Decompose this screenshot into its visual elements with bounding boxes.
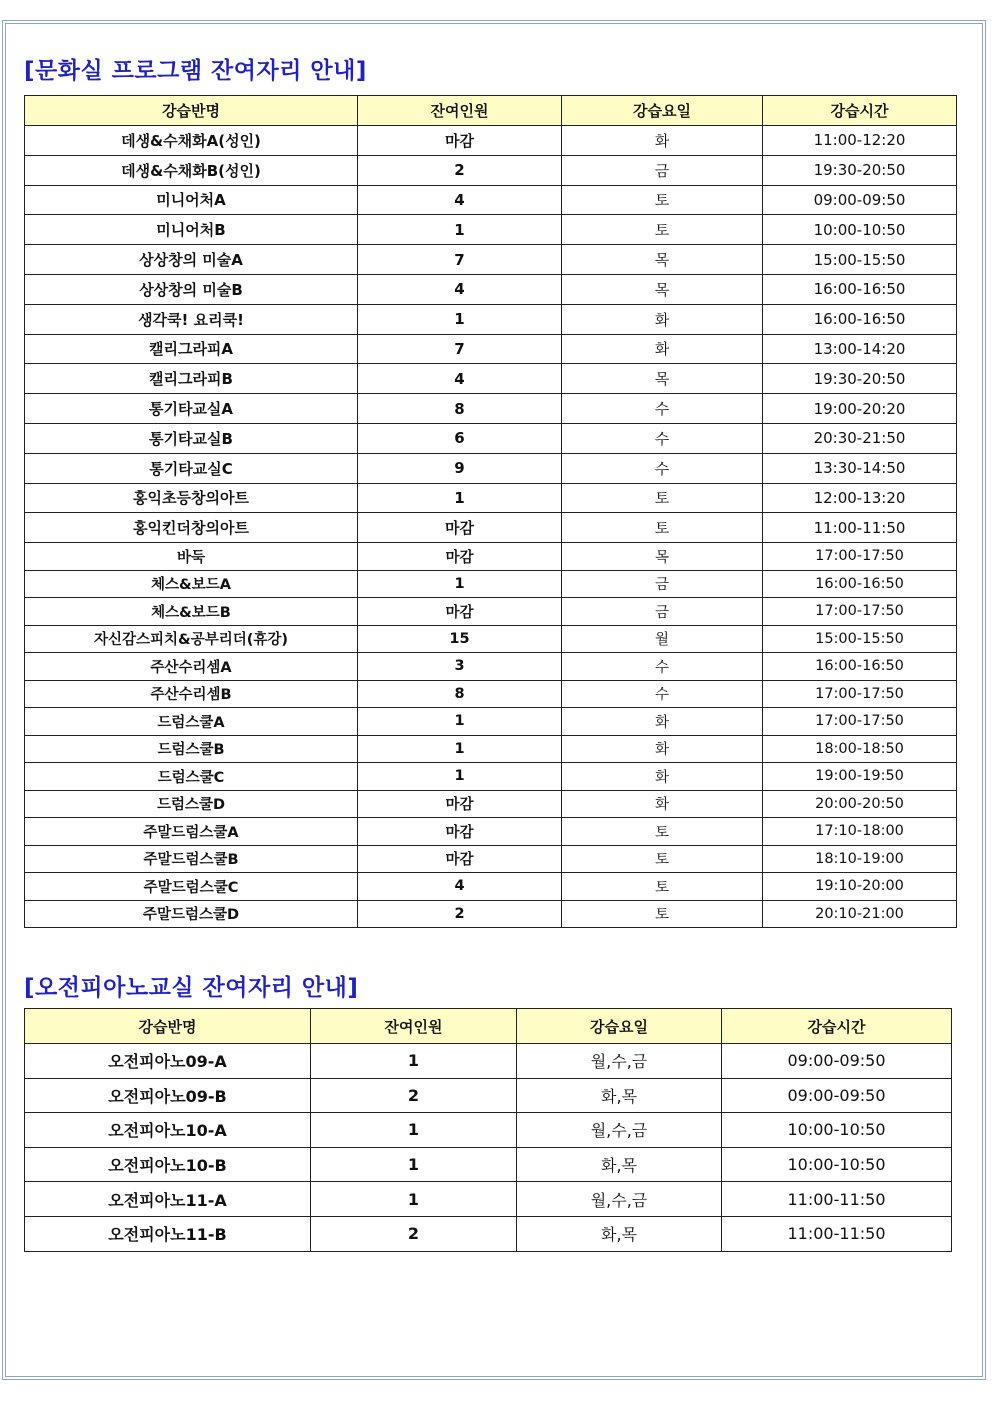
table-row [25, 873, 957, 901]
class-day-cell: 화 [562, 126, 763, 156]
class-time-cell: 15:00-15:50 [763, 245, 957, 275]
class-day-cell: 목 [562, 245, 763, 275]
class-name-cell: 오전피아노11-B [25, 1216, 311, 1251]
class-day-cell: 화 [562, 763, 763, 791]
section-title-culture-programs: [문화실 프로그램 잔여자리 안내] [24, 58, 367, 84]
class-name-cell: 바둑 [25, 543, 358, 571]
class-name-cell: 드럼스쿨B [25, 735, 358, 763]
class-day-cell: 월,수,금 [517, 1182, 722, 1217]
header-class-day: 강습요일 [517, 1009, 722, 1044]
table-row [25, 598, 957, 626]
remaining-seats-cell: 3 [358, 653, 562, 681]
remaining-seats-cell: 1 [358, 708, 562, 736]
remaining-seats-cell: 1 [358, 763, 562, 791]
class-day-cell: 목 [562, 364, 763, 394]
class-time-cell: 16:00-16:50 [763, 304, 957, 334]
class-day-cell: 목 [562, 274, 763, 304]
class-name-cell: 주말드럼스쿨A [25, 818, 358, 846]
class-time-cell: 13:00-14:20 [763, 334, 957, 364]
class-time-cell: 15:00-15:50 [763, 625, 957, 653]
table-row [25, 625, 957, 653]
class-time-cell: 17:10-18:00 [763, 818, 957, 846]
class-time-cell: 16:00-16:50 [763, 570, 957, 598]
class-day-cell: 수 [562, 653, 763, 681]
header-class-name: 강습반명 [25, 96, 358, 126]
table-row [25, 653, 957, 681]
class-name-cell: 주말드럼스쿨D [25, 900, 358, 928]
class-day-cell: 수 [562, 453, 763, 483]
class-time-cell: 18:10-19:00 [763, 845, 957, 873]
culture-program-table [24, 95, 957, 928]
class-time-cell: 16:00-16:50 [763, 274, 957, 304]
class-name-cell: 미니어처B [25, 215, 358, 245]
class-time-cell: 19:10-20:00 [763, 873, 957, 901]
table-row [25, 274, 957, 304]
class-name-cell: 주말드럼스쿨B [25, 845, 358, 873]
class-time-cell: 11:00-12:20 [763, 126, 957, 156]
table-row [25, 394, 957, 424]
class-time-cell: 17:00-17:50 [763, 598, 957, 626]
class-time-cell: 11:00-11:50 [722, 1216, 952, 1251]
class-name-cell: 데생&수채화A(성인) [25, 126, 358, 156]
class-time-cell: 19:00-19:50 [763, 763, 957, 791]
class-name-cell: 통기타교실C [25, 453, 358, 483]
remaining-seats-cell: 1 [311, 1182, 517, 1217]
class-day-cell: 화 [562, 334, 763, 364]
class-day-cell: 화,목 [517, 1147, 722, 1182]
table-row [25, 1216, 952, 1251]
remaining-seats-cell: 마감 [358, 818, 562, 846]
table-row [25, 1078, 952, 1113]
table-row [25, 483, 957, 513]
table-row [25, 304, 957, 334]
remaining-seats-cell: 1 [358, 304, 562, 334]
class-time-cell: 17:00-17:50 [763, 708, 957, 736]
section-title-piano-class: [오전피아노교실 잔여자리 안내] [24, 975, 359, 1001]
class-day-cell: 토 [562, 483, 763, 513]
class-name-cell: 드럼스쿨A [25, 708, 358, 736]
class-day-cell: 화 [562, 735, 763, 763]
class-name-cell: 드럼스쿨D [25, 790, 358, 818]
table-row [25, 423, 957, 453]
table-header-row [25, 96, 957, 126]
class-time-cell: 19:30-20:50 [763, 155, 957, 185]
remaining-seats-cell: 4 [358, 873, 562, 901]
remaining-seats-cell: 8 [358, 394, 562, 424]
class-name-cell: 드럼스쿨C [25, 763, 358, 791]
class-name-cell: 캘리그라피A [25, 334, 358, 364]
remaining-seats-cell: 7 [358, 245, 562, 275]
class-name-cell: 캘리그라피B [25, 364, 358, 394]
remaining-seats-cell: 1 [358, 215, 562, 245]
header-class-time: 강습시간 [763, 96, 957, 126]
class-day-cell: 토 [562, 900, 763, 928]
remaining-seats-cell: 마감 [358, 845, 562, 873]
class-name-cell: 상상창의 미술A [25, 245, 358, 275]
class-name-cell: 통기타교실A [25, 394, 358, 424]
remaining-seats-cell: 마감 [358, 513, 562, 543]
class-time-cell: 19:00-20:20 [763, 394, 957, 424]
class-name-cell: 주산수리셈A [25, 653, 358, 681]
remaining-seats-cell: 8 [358, 680, 562, 708]
table-row [25, 845, 957, 873]
class-name-cell: 오전피아노11-A [25, 1182, 311, 1217]
table-row [25, 185, 957, 215]
class-time-cell: 11:00-11:50 [763, 513, 957, 543]
header-remaining-seats: 잔여인원 [311, 1009, 517, 1044]
class-day-cell: 화 [562, 304, 763, 334]
class-time-cell: 12:00-13:20 [763, 483, 957, 513]
table-row [25, 708, 957, 736]
remaining-seats-cell: 15 [358, 625, 562, 653]
class-day-cell: 토 [562, 185, 763, 215]
class-day-cell: 금 [562, 570, 763, 598]
header-class-day: 강습요일 [562, 96, 763, 126]
table-row [25, 334, 957, 364]
class-name-cell: 체스&보드B [25, 598, 358, 626]
class-day-cell: 월,수,금 [517, 1044, 722, 1079]
table-row [25, 543, 957, 571]
remaining-seats-cell: 4 [358, 185, 562, 215]
table-row [25, 513, 957, 543]
remaining-seats-cell: 2 [358, 900, 562, 928]
class-name-cell: 체스&보드A [25, 570, 358, 598]
class-name-cell: 오전피아노10-B [25, 1147, 311, 1182]
class-name-cell: 자신감스피치&공부리더(휴강) [25, 625, 358, 653]
remaining-seats-cell: 1 [358, 735, 562, 763]
remaining-seats-cell: 7 [358, 334, 562, 364]
class-name-cell: 주산수리셈B [25, 680, 358, 708]
class-day-cell: 월,수,금 [517, 1113, 722, 1148]
table-row [25, 364, 957, 394]
class-name-cell: 홍익킨더창의아트 [25, 513, 358, 543]
table-row [25, 155, 957, 185]
piano-class-table [24, 1008, 952, 1252]
remaining-seats-cell: 1 [358, 483, 562, 513]
table-row [25, 1113, 952, 1148]
header-class-time: 강습시간 [722, 1009, 952, 1044]
table-row [25, 453, 957, 483]
class-time-cell: 10:00-10:50 [722, 1147, 952, 1182]
class-day-cell: 금 [562, 598, 763, 626]
remaining-seats-cell: 마감 [358, 543, 562, 571]
class-time-cell: 09:00-09:50 [722, 1078, 952, 1113]
class-time-cell: 11:00-11:50 [722, 1182, 952, 1217]
class-name-cell: 미니어처A [25, 185, 358, 215]
remaining-seats-cell: 마감 [358, 126, 562, 156]
class-day-cell: 토 [562, 818, 763, 846]
class-time-cell: 17:00-17:50 [763, 680, 957, 708]
class-name-cell: 데생&수채화B(성인) [25, 155, 358, 185]
class-name-cell: 홍익초등창의아트 [25, 483, 358, 513]
class-name-cell: 오전피아노10-A [25, 1113, 311, 1148]
header-remaining-seats: 잔여인원 [358, 96, 562, 126]
table-row [25, 735, 957, 763]
class-time-cell: 09:00-09:50 [763, 185, 957, 215]
class-day-cell: 화,목 [517, 1078, 722, 1113]
class-day-cell: 화 [562, 790, 763, 818]
class-time-cell: 17:00-17:50 [763, 543, 957, 571]
class-time-cell: 18:00-18:50 [763, 735, 957, 763]
remaining-seats-cell: 1 [311, 1113, 517, 1148]
class-day-cell: 토 [562, 513, 763, 543]
table-row [25, 245, 957, 275]
class-name-cell: 오전피아노09-B [25, 1078, 311, 1113]
class-name-cell: 통기타교실B [25, 423, 358, 453]
table-header-row [25, 1009, 952, 1044]
remaining-seats-cell: 4 [358, 364, 562, 394]
table-row [25, 215, 957, 245]
header-class-name: 강습반명 [25, 1009, 311, 1044]
class-day-cell: 월 [562, 625, 763, 653]
class-name-cell: 오전피아노09-A [25, 1044, 311, 1079]
remaining-seats-cell: 1 [358, 570, 562, 598]
table-row [25, 790, 957, 818]
table-row [25, 763, 957, 791]
class-time-cell: 10:00-10:50 [722, 1113, 952, 1148]
table-row [25, 818, 957, 846]
class-day-cell: 토 [562, 873, 763, 901]
class-day-cell: 수 [562, 680, 763, 708]
class-time-cell: 20:00-20:50 [763, 790, 957, 818]
class-name-cell: 상상창의 미술B [25, 274, 358, 304]
class-day-cell: 토 [562, 845, 763, 873]
table-row [25, 1044, 952, 1079]
remaining-seats-cell: 마감 [358, 598, 562, 626]
remaining-seats-cell: 1 [311, 1147, 517, 1182]
remaining-seats-cell: 6 [358, 423, 562, 453]
remaining-seats-cell: 2 [358, 155, 562, 185]
table-row [25, 680, 957, 708]
table-row [25, 1182, 952, 1217]
remaining-seats-cell: 4 [358, 274, 562, 304]
table-row [25, 126, 957, 156]
remaining-seats-cell: 9 [358, 453, 562, 483]
remaining-seats-cell: 마감 [358, 790, 562, 818]
class-time-cell: 10:00-10:50 [763, 215, 957, 245]
class-name-cell: 주말드럼스쿨C [25, 873, 358, 901]
class-day-cell: 수 [562, 423, 763, 453]
class-time-cell: 16:00-16:50 [763, 653, 957, 681]
table-row [25, 1147, 952, 1182]
class-day-cell: 금 [562, 155, 763, 185]
remaining-seats-cell: 2 [311, 1216, 517, 1251]
class-time-cell: 09:00-09:50 [722, 1044, 952, 1079]
class-time-cell: 19:30-20:50 [763, 364, 957, 394]
class-day-cell: 수 [562, 394, 763, 424]
class-day-cell: 토 [562, 215, 763, 245]
class-time-cell: 20:30-21:50 [763, 423, 957, 453]
remaining-seats-cell: 2 [311, 1078, 517, 1113]
class-day-cell: 목 [562, 543, 763, 571]
table-row [25, 900, 957, 928]
table-row [25, 570, 957, 598]
class-name-cell: 생각쿡! 요리쿡! [25, 304, 358, 334]
class-day-cell: 화,목 [517, 1216, 722, 1251]
class-time-cell: 13:30-14:50 [763, 453, 957, 483]
class-day-cell: 화 [562, 708, 763, 736]
class-time-cell: 20:10-21:00 [763, 900, 957, 928]
remaining-seats-cell: 1 [311, 1044, 517, 1079]
